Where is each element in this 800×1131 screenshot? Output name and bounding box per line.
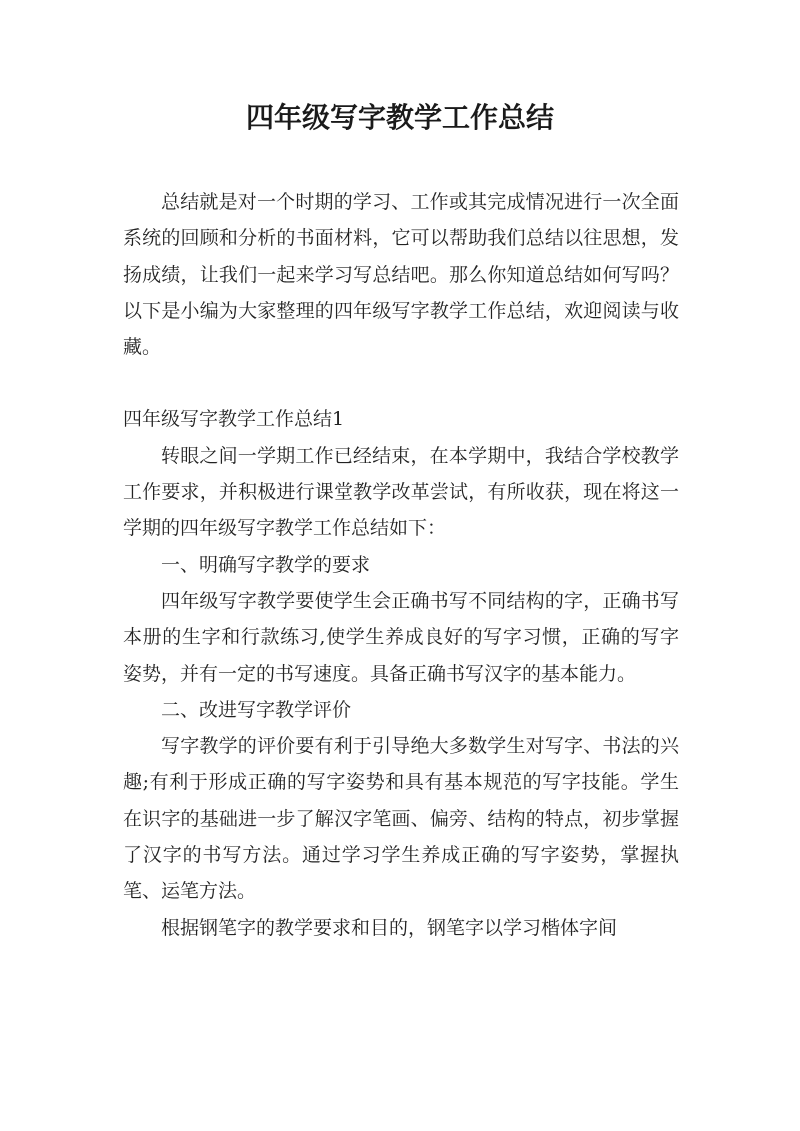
body-paragraph: 根据钢笔字的教学要求和目的，钢笔字以学习楷体字间: [161, 916, 618, 939]
body-paragraph: 转眼之间一学期工作已经结束，在本学期中，我结合学校教学工作要求，并积极进行课堂教学改革尝试，有所收获，现在将这一学期的四年级写字教学工作总结如下：: [123, 444, 679, 540]
section-heading: 四年级写字教学工作总结1: [123, 408, 345, 431]
document-title: 四年级写字教学工作总结: [245, 101, 554, 134]
subheading-requirements: 一、明确写字教学的要求: [161, 553, 371, 576]
document-body: [123, 184, 679, 946]
paragraph-spacer: [123, 365, 679, 401]
intro-paragraph: 总结就是对一个时期的学习、工作或其完成情况进行一次全面系统的回顾和分析的书面材料，它可以帮助我们总结以往思想，发扬成绩，让我们一起来学习写总结吧。那么你知道总结如何写吗？以下是小编为大家整理的四年级写字教学工作总结，欢迎阅读与收藏。: [123, 191, 679, 359]
body-paragraph: 写字教学的评价要有利于引导绝大多数学生对写字、书法的兴趣;有利于形成正确的写字姿势和具有基本规范的写字技能。学生在识字的基础进一步了解汉字笔画、偏旁、结构的特点，初步掌握了汉字的书写方法。通过学习学生养成正确的写字姿势，掌握执笔、运笔方法。: [123, 735, 679, 903]
subheading-evaluation: 二、改进写字教学评价: [161, 698, 352, 721]
body-paragraph: 四年级写字教学要使学生会正确书写不同结构的字，正确书写本册的生字和行款练习,使学生养成良好的写字习惯，正确的写字姿势，并有一定的书写速度。具备正确书写汉字的基本能力。: [123, 589, 679, 685]
